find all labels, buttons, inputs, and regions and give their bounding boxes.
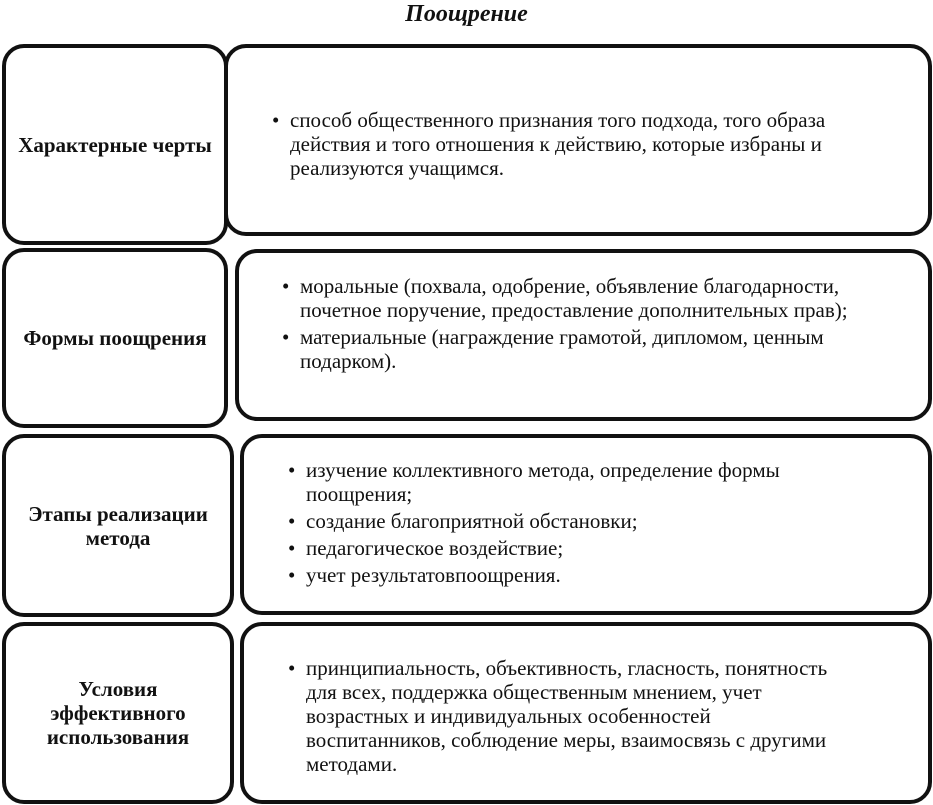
- row-label-characteristics: [2, 44, 228, 245]
- list-item: • способ общественного признания того подхода, того образа действия и того отношения к действию, которые избраны и реализуются учащимся.: [270, 108, 868, 180]
- row-label-text: Характерные черты: [18, 132, 212, 157]
- list-item: • моральные (похвала, одобрение, объявление благодарности, почетное поручение, предоставление дополнительных прав);: [280, 274, 878, 322]
- bullet-list: [280, 274, 878, 373]
- row-label-forms: [2, 248, 228, 428]
- row-label-conditions: [2, 622, 234, 804]
- list-item: • материальные (награждение грамотой, дипломом, ценным подарком).: [280, 325, 878, 373]
- row-label-text: Формы поощрения: [23, 326, 207, 350]
- row-label-stages: [2, 434, 234, 617]
- list-item: • изучение коллективного метода, определение формы поощрения;: [286, 458, 868, 506]
- row-content-forms: [235, 249, 932, 421]
- row-content-stages: [240, 434, 932, 615]
- row-label-text: Этапы реализации метода: [28, 501, 208, 550]
- list-item: • учет результатовпоощрения.: [286, 563, 868, 587]
- list-item: • педагогическое воздействие;: [286, 536, 868, 560]
- row-content-characteristics: [224, 44, 932, 236]
- bullet-list: [270, 108, 868, 180]
- bullet-list: [286, 458, 868, 587]
- diagram-title: Поощрение: [405, 1, 528, 27]
- list-item: • принципиальность, объективность, гласность, понятность для всех, поддержка общественным мнением, учет возрастных и индивидуальных особенностей воспитанников, соблюдение меры, взаимосвязь с другими методами.: [286, 656, 838, 776]
- row-content-conditions: [240, 622, 932, 804]
- row-label-text: Условия эффективного использования: [46, 677, 190, 749]
- bullet-list: [286, 656, 838, 776]
- list-item: • создание благоприятной обстановки;: [286, 509, 868, 533]
